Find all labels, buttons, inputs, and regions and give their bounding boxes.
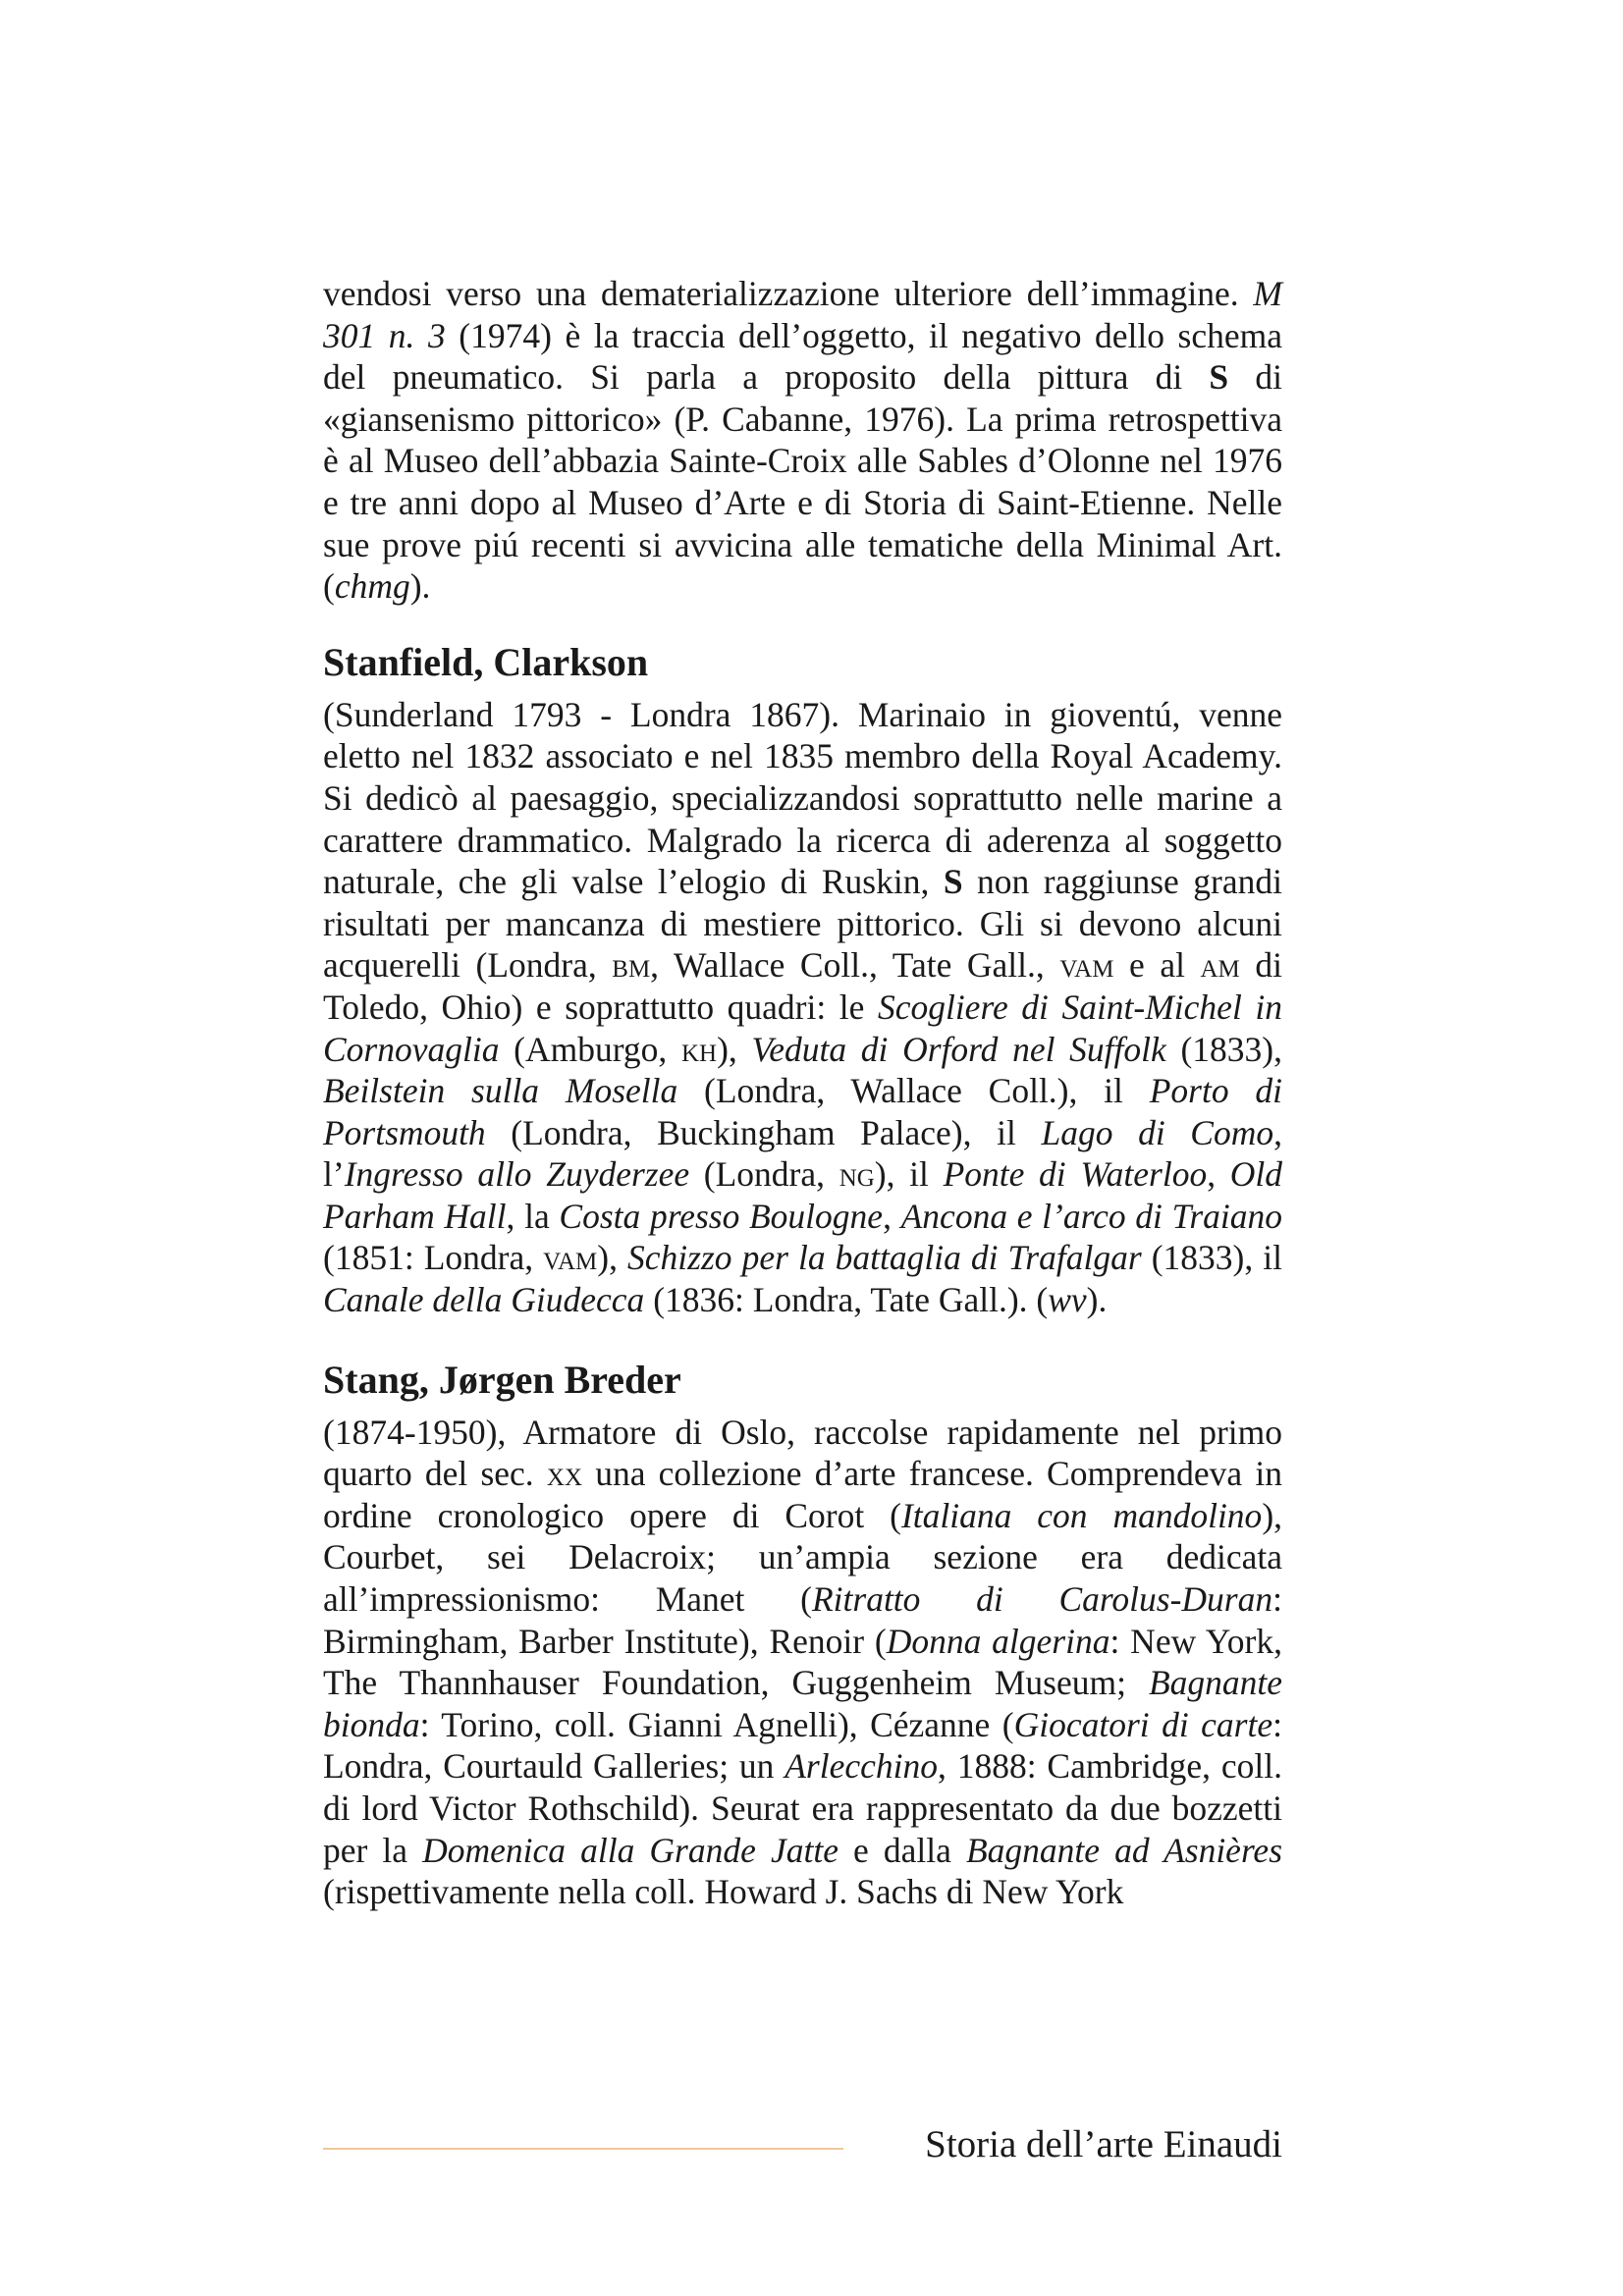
artwork-title: Giocatori di carte (1013, 1704, 1273, 1744)
article-body (323, 273, 1282, 1913)
author-initials: wv (1048, 1280, 1087, 1320)
text-run: (1974) è la traccia dell’oggetto, il negativo dello schema del pneumatico. Si parla a proposito della pittura di (323, 315, 1283, 398)
artwork-title: Bagnante bionda (323, 1663, 1282, 1744)
artwork-title: Ponte di Waterloo (943, 1154, 1208, 1195)
artwork-title: Scogliere di Saint-Michel in Cornovaglia (323, 987, 1282, 1069)
abbreviation: ng (839, 1154, 875, 1195)
subject-initial: S (1209, 357, 1229, 398)
artwork-title: Costa presso Boulogne (559, 1196, 884, 1236)
entry-title-stanfield: Stanfield, Clarkson (323, 639, 649, 684)
artwork-title: M 301 n. 3 (323, 274, 1282, 355)
artwork-title: Porto di Portsmouth (323, 1071, 1282, 1152)
artwork-title: Beilstein sulla Mosella (323, 1071, 678, 1111)
artwork-title: Arlecchino (784, 1746, 938, 1787)
abbreviation: bm (612, 945, 651, 986)
artwork-title: Canale della Giudecca (323, 1280, 645, 1320)
abbreviation: vam (543, 1238, 598, 1278)
artwork-title: Ingresso allo Zuyderzee (344, 1154, 690, 1195)
subject-initial: S (943, 862, 963, 902)
stang-paragraph: (1874-1950), Armatore di Oslo, raccolse rapidamente nel primo quarto del sec. xx una collezione d’arte francese. Comprendeva in ordine cronologico opere di Corot (Italiana con mandolino), Courbet, sei Delacroix; un’ampia sezione era dedicata all’impressionismo: Manet (Ritratto di Carolus-Duran: Birmingham, Barber Institute), Renoir (Donna algerina: New York, The Thannhauser Foundation, Guggenheim Museum; Bagnante bionda: Torino, coll. Gianni Agnelli), Cézanne (Giocatori di carte: Londra, Courtauld Galleries; un Arlecchino, 1888: Cambridge, coll. di lord Victor Rothschild). Seurat era rappresentato da due bozzetti per la Domenica alla Grande Jatte e dalla Bagnante ad Asnières (rispettivamente nella coll. Howard J. Sachs di New York (323, 1412, 1283, 1912)
artwork-title: Schizzo per la battaglia di Trafalgar (627, 1238, 1142, 1278)
abbreviation: vam (1059, 945, 1114, 986)
footer-divider (323, 2148, 843, 2150)
author-initials: chmg (334, 566, 410, 607)
stanfield-paragraph: (Sunderland 1793 - Londra 1867). Marinaio in gioventú, venne eletto nel 1832 associato e nel 1835 membro della Royal Academy. Si dedicò al paesaggio, specializzandosi soprattutto nelle marine a carattere drammatico. Malgrado la ricerca di aderenza al soggetto naturale, che gli valse l’elogio di Ruskin, S non raggiunse grandi risultati per mancanza di mestiere pittorico. Gli si devono alcuni acquerelli (Londra, bm, Wallace Coll., Tate Gall., vam e al am di Toledo, Ohio) e soprattutto quadri: le Scogliere di Saint-Michel in Cornovaglia (Amburgo, kh), Veduta di Orford nel Suffolk (1833), Beilstein sulla Mosella (Londra, Wallace Coll.), il Porto di Portsmouth (Londra, Buckingham Palace), il Lago di Como, l’Ingresso allo Zuyderzee (Londra, ng), il Ponte di Waterloo, Old Parham Hall, la Costa presso Boulogne, Ancona e l’arco di Traiano (1851: Londra, vam), Schizzo per la battaglia di Trafalgar (1833), il Canale della Giudecca (1836: Londra, Tate Gall.). (wv). (323, 694, 1283, 1320)
text-run: ). (409, 566, 431, 607)
artwork-title: Ritratto di Carolus-Duran (811, 1579, 1273, 1620)
abbreviation: am (1200, 945, 1240, 986)
page-footer (323, 2120, 1282, 2169)
text-run: vendosi verso una dematerializzazione ulteriore dell’immagine. (323, 274, 1254, 313)
text-run: di «giansenismo pittorico» (P. Cabanne, 1976). La prima retrospettiva è al Museo dell’abbazia Sainte-Croix alle Sables d’Olonne nel 1976 e tre anni dopo al Museo d’Arte e di Storia di Saint-Etienne. Nelle sue prove piú recenti si avvicina alle tematiche della Minimal Art. ( (323, 357, 1282, 607)
abbreviation: kh (681, 1029, 718, 1069)
entry-title-stang: Stang, Jørgen Breder (323, 1357, 681, 1402)
artwork-title: Domenica alla Grande Jatte (422, 1830, 839, 1870)
intro-paragraph (323, 273, 1282, 608)
artwork-title: Veduta di Orford nel Suffolk (751, 1029, 1166, 1069)
footer-publication-title: Storia dell’arte Einaudi (925, 2123, 1282, 2165)
century-numeral: xx (546, 1454, 582, 1494)
artwork-title: Bagnante ad Asnières (965, 1830, 1283, 1870)
artwork-title: Lago di Como (1041, 1112, 1274, 1152)
artwork-title: Old Parham Hall (323, 1154, 1282, 1236)
artwork-title: Donna algerina (886, 1621, 1110, 1661)
artwork-title: Ancona e l’arco di Traiano (900, 1196, 1283, 1236)
artwork-title: Italiana con mandolino (900, 1495, 1263, 1535)
